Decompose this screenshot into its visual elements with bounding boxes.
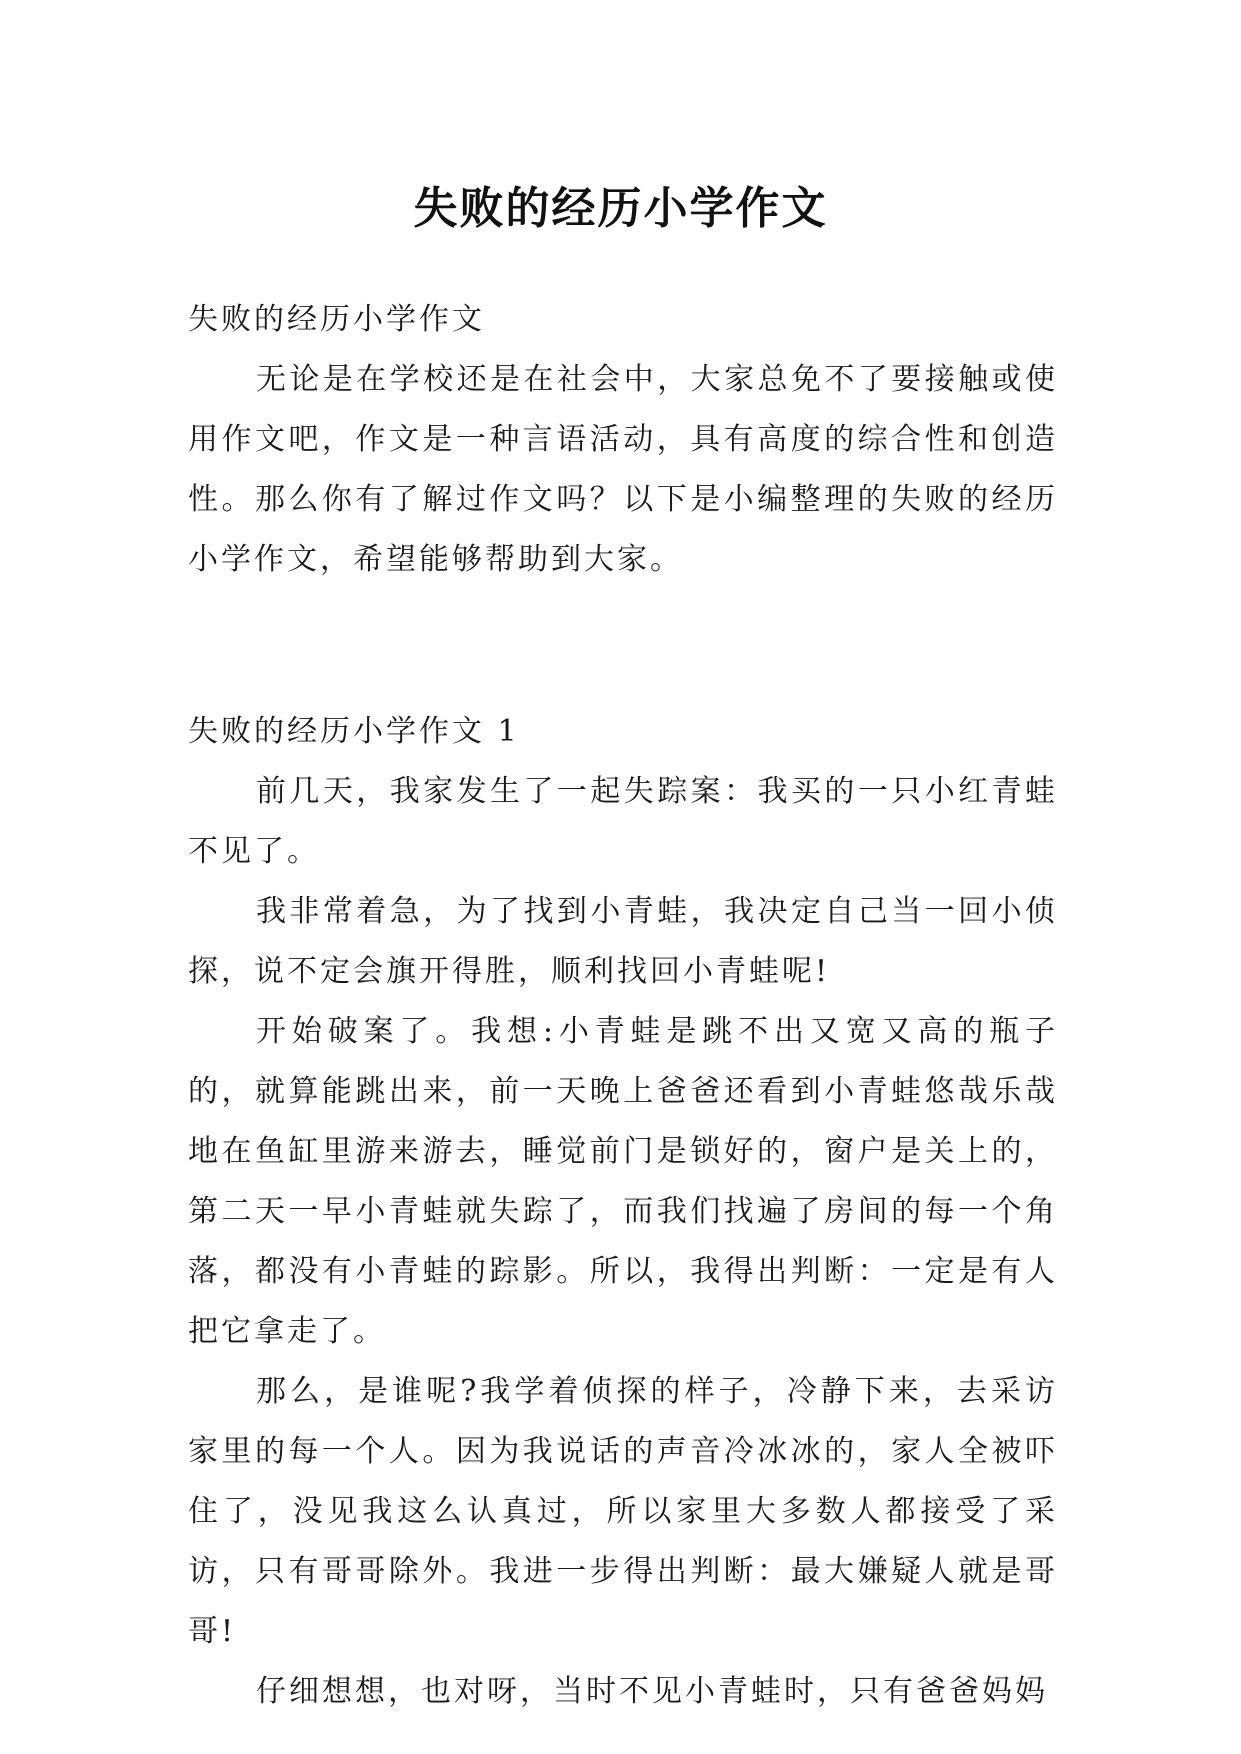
intro-paragraph: 无论是在学校还是在社会中，大家总免不了要接触或使用作文吧，作文是一种言语活动，具有高度的综合性和创造性。那么你有了解过作文吗？以下是小编整理的失败的经历小学作文，希望能够帮助到大家。 — [188, 362, 1058, 577]
body-paragraph: 我非常着急，为了找到小青蛙，我决定自己当一回小侦探，说不定会旗开得胜，顺利找回小青蛙呢! — [188, 894, 1058, 989]
body-paragraph: 那么，是谁呢?我学着侦探的样子，冷静下来，去采访家里的每一个人。因为我说话的声音冷冰冰的，家人全被吓住了，没见我这么认真过，所以家里大多数人都接受了采访，只有哥哥除外。我进一步得出判断：最大嫌疑人就是哥哥! — [188, 1374, 1058, 1649]
body-paragraph: 前几天，我家发生了一起失踪案：我买的一只小红青蛙不见了。 — [188, 774, 1058, 869]
section-heading: 失败的经历小学作文 1 — [188, 714, 520, 749]
body-paragraph: 开始破案了。我想:小青蛙是跳不出又宽又高的瓶子的，就算能跳出来，前一天晚上爸爸还看到小青蛙悠哉乐哉地在鱼缸里游来游去，睡觉前门是锁好的，窗户是关上的，第二天一早小青蛙就失踪了，而我们找遍了房间的每一个角落，都没有小青蛙的踪影。所以，我得出判断：一定是有人把它拿走了。 — [188, 1014, 1058, 1349]
intro-heading: 失败的经历小学作文 — [188, 302, 485, 337]
body-paragraph: 仔细想想，也对呀，当时不见小青蛙时，只有爸爸妈妈 — [256, 1674, 1048, 1709]
document-body — [188, 290, 1058, 1722]
page-title: 失败的经历小学作文 — [413, 183, 828, 235]
